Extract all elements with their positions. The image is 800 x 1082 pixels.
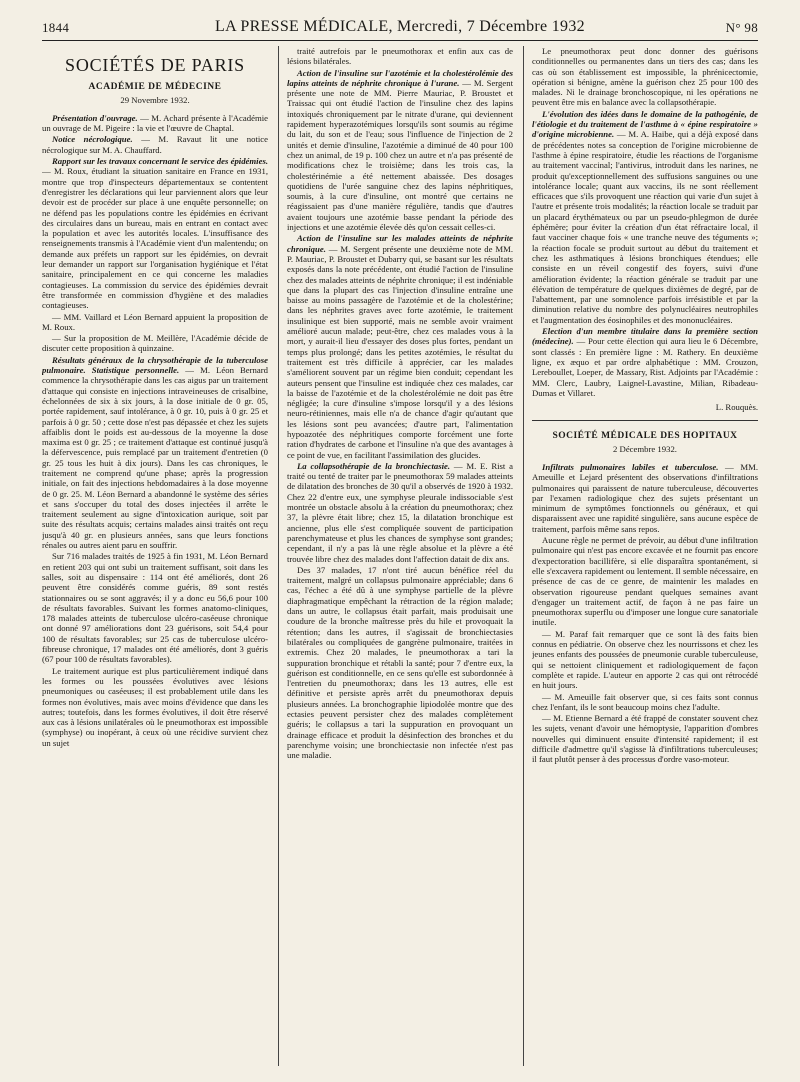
section-divider: [532, 420, 758, 421]
paragraph-text: — M. Roux, étudiant la situation sanitaire en France en 1931, montre que trop d'inspecteurs départementaux se contentent d'enregistrer les déclarations qui leur parviennent alors que leur devoir est de procéder sur place à une enquête personnelle; on ne défend pas les populations contre les épidémies en écrivant des circulaires dans un bureau, mais en entrant en contact avec la population et avec les autorités locales. L'insuffisance des renseignements transmis à l'Académie vient d'un malentendu; on demande aux préfets un rapport sur les épidémies, on devrait leur demander un rapport sur l'organisation hygiénique et l'état sanitaire, principalement en ce qui concerne les maladies contagieuses. La commission du service des épidémies devrait être transformée en commission d'hygiène et des maladies contagieuses.: [42, 166, 268, 311]
paragraph: [532, 535, 758, 628]
hopitaux-body: [532, 462, 758, 765]
hopitaux-date: 2 Décembre 1932.: [613, 443, 677, 454]
paragraph-text: — M. Achard présente à l'Académie un ouvrage de M. Pigeire : la vie et l'œuvre de Chaptal.: [42, 112, 268, 134]
column-3: [532, 46, 758, 1066]
paragraph: [532, 109, 758, 325]
paragraph: [287, 233, 513, 460]
section-title: SOCIÉTÉS DE PARIS: [65, 55, 245, 75]
column-1: [42, 46, 268, 1066]
paragraph-lead: Résultats généraux de la chrysothérapie de la tuberculose pulmonaire. Statistique personnelle.: [42, 354, 268, 376]
column-3-body: [532, 46, 758, 398]
paragraph: [532, 713, 758, 764]
paragraph: [42, 355, 268, 551]
paragraph-lead: Notice nécrologique.: [52, 134, 133, 145]
header-rule: [42, 40, 758, 41]
paragraph: [287, 565, 513, 761]
academie-date: 29 Novembre 1932.: [120, 94, 190, 105]
issue-number: N° 98: [725, 20, 758, 35]
paragraph: [532, 326, 758, 398]
paragraph-text: Des 37 malades, 17 n'ont tiré aucun bénéfice réel du traitement, malgré un collapsus pulmonaire appréciable; dans 6 cas, l'échec a été dû à une symphyse partielle de la plèvre diaphragmatique empêchant la rétraction de la région malade; dans un autre, le collapsus était parfait, mais produisait une coudure de la bronche maîtresse près du hile et provoquait la rétention; dans les autres, il s'agissait de bronchiectasies bilatérales ou compliquées de gangrène pulmonaire, traitées in extremis. Chez 20 malades, le pneumothorax a tari la suppuration bronchique et rétabli la santé; pour 7 d'entre eux, la guérison est conditionnelle, en ce sens qu'elle est subordonnée à l'entretien du pneumothorax; dans les 13 autres, elle est définitive et persiste après arrêt du pneumothorax depuis plusieurs années. La bronchographie lipiodolée montre que des ectasies peuvent persister chez des malades complètement guéris; le collapsus a tari la suppuration en provoquant un drainage efficace et produit la désinfection des bronches et du parenchyme voisin; une bronchiectasie non infectée n'est pas une maladie.: [287, 564, 513, 761]
paragraph: [42, 312, 268, 333]
paragraph: [287, 68, 513, 233]
paragraph-text: — M. Ameuille fait observer que, si ces faits sont connus chez l'enfant, ils le sont beaucoup moins chez l'adulte.: [532, 691, 758, 712]
column-1-body: [42, 113, 268, 748]
paragraph: [42, 666, 268, 748]
article-columns: [42, 46, 758, 1066]
paragraph: [532, 692, 758, 713]
paragraph-lead: Présentation d'ouvrage.: [52, 112, 138, 123]
paragraph-lead: Action de l'insuline sur les malades atteints de néphrite chronique.: [287, 233, 513, 254]
paragraph: [42, 134, 268, 155]
hopitaux-subhead: SOCIÉTÉ MÉDICALE DES HOPITAUX: [552, 431, 738, 442]
journal-title: LA PRESSE MÉDICALE, Mercredi, 7 Décembre 1932: [215, 18, 585, 35]
paragraph-text: — M. Léon Bernard commence la chrysothérapie dans les cas aigus par un traitement d'attaque qui consiste en injections intraveineuses de crisalbine, échelonnées de six à six jours, à la dose initiale de 0 gr. 05, portée rapidement, sauf intolérance, à 0 gr. 10, puis à 0 gr. 25 et parfois à 0 gr. 50 ; cette dose n'est pas dépassée et chez les sujets affaiblis dont le poids est au-dessous de la moyenne la dose maxima est 0 gr. 25 ; ce traitement d'attaque est continué jusqu'à la défervescence, puis remplacé par un traitement d'entretien (0 gr. 25 tous les huit à dix jours). Dans les cas chroniques, le traitement ne comprend qu'une phase; après la progression initiale, on fait des injections hebdomadaires à la dose moyenne de 0 gr. 25. M. Léon Bernard a abandonné le système des séries et sans s'occuper du total des doses injectées il arrête le traitement seulement au signe d'intoxication aurique, soit par suite des résultats acquis; certains malades ainsi traités ont reçu jusqu'à 40 gr. en plusieurs années, sans que leurs fonctions rénales ou autres aient paru en souffrir.: [42, 365, 268, 551]
paragraph-text: — M. A. Haibe, qui a déjà exposé dans de précédentes notes sa conception de l'origine microbienne de l'asthme à épine respiratoire, étudie les réactions de l'organisme au traitement vaccinal; l'antivirus, introduit dans les narines, ne produit qu'exceptionnellement des suffusions sanguines ou une intolérance locale; quant aux vaccins, ils ne sont réellement efficaces que s'ils provoquent une réaction qui varie d'un sujet à l'autre et présente trois modalités; la réaction locale se traduit par un placard érythémateux ou par un pseudo-phlegmon de durée éphémère; pour éviter la création d'un état réfractaire local, il faut vacciner chaque fois « une tranche neuve des téguments »; la réaction focale se produit surtout au début du traitement et chez les asthmatiques à lésions bronchiques étendues; elle consiste en un réveil congestif des foyers, suivi d'une amélioration évidente; la réaction générale se traduit par une élévation de température de quelques dixièmes de degré, par de l'abattement, par une somnolence parfois irrésistible et par la diminution relative du nombre des polynucléaires neutrophiles et l'augmentation des éosinophiles et des mononucléaires.: [532, 129, 758, 325]
paragraph-text: — M. E. Rist a traité ou tenté de traiter par le pneumothorax 59 malades atteints de dilatation des bronches de 30 qu'il a observés de 1920 à 1932. Chez 22 d'entre eux, une symphyse pleurale indissociable s'est montrée un obstacle absolu à la création du pneumothorax; chez 37, la plèvre était libre; chez 15, la dilatation bronchique est ancienne, plus elle s'est compliquée souvent de participation parenchymateuse et plus les chances de symphyse sont grandes; cependant, il n'y a pas là une règle absolue et la plèvre a été trouvée libre chez des malades dont l'affection datait de dix ans.: [287, 460, 513, 564]
paragraph-text: — MM. Vaillard et Léon Bernard appuient la proposition de M. Roux.: [42, 311, 268, 332]
paragraph: [42, 113, 268, 134]
paragraph-text: — M. Sergent présente une note de MM. Pierre Mauriac, P. Broustet et Traissac qui ont étudié l'action de l'insuline chez des lapins intoxiqués chroniquement par le nitrate d'urane, qui deviennent rapidement hyperazotémiques lorsqu'ils sont soumis au régime du lait, du son et de l'eau; sous l'influence de l'injection de 2 unités et demie d'insuline, l'azotémie a diminué de 40 pour 100 chez un animal, de 19 p. 100 chez un autre et n'a pas présenté de modifications chez le troisième; dans les trois cas, la cholestérinémie a été nettement abaissée. Des dosages quotidiens de l'urée sanguine chez des lapins néphritiques, soumis, à la cure d'insuline, ont montré que certains ne réagissaient pas d'une manière régulière, tandis que d'autres avaient toujours une azotémie basse pendant la période des injections et une azotémie élevée dès qu'on cessait celles-ci.: [287, 77, 513, 233]
paragraph: [42, 333, 268, 354]
paragraph-lead: L'évolution des idées dans le domaine de la pathogénie, de l'étiologie et du traitement de l'asthme à « épine respiratoire » d'origine microbienne.: [532, 108, 758, 140]
paragraph-lead: Action de l'insuline sur l'azotémie et la cholestérolémie des lapins atteints de néphrite chronique à l'urane.: [287, 67, 513, 88]
paragraph: [532, 46, 758, 108]
paragraph-text: — M. Ravaut lit une notice nécrologique sur M. A. Chauffard.: [42, 134, 268, 155]
paragraph-text: Le pneumothorax peut donc donner des guérisons conditionnelles ou permanentes dans un tiers des cas; dans les cas où son établissement est impossible, la phrénicectomie, opération si bénigne, amène la guérison chez 25 pour 100 des malades. Ni le drainage bronchoscopique, ni les opérations ne peuvent être mis en balance avec la collapsothérapie.: [532, 46, 758, 108]
paragraph: [42, 551, 268, 664]
paragraph-lead: Election d'un membre titulaire dans la première section (médecine).: [532, 326, 758, 347]
paragraph-text: Aucune règle ne permet de prévoir, au début d'une infiltration pulmonaire qui n'est pas encore excavée et ne fournit pas encore d'expectoration bacillifère, si elle disparaîtra spontanément, si elle s'excavera rapidement ou lentement. Il semble nécessaire, en présence de cas de ce genre, de maintenir les malades en observation rigoureuse pendant quelques semaines avant d'engager un traitement actif, de façon à ne pas faire un pneumothorax superflu ou d'imposer une longue cure sanatoriale inutile.: [532, 535, 758, 628]
paragraph-lead: La collapsothérapie de la bronchiectasie.: [297, 460, 451, 471]
paragraph: [532, 462, 758, 534]
page-header: [42, 18, 758, 40]
paragraph: [287, 46, 513, 67]
column-divider: [523, 46, 524, 1066]
paragraph: [42, 156, 268, 310]
page-number: 1844: [42, 20, 70, 35]
paragraph-text: Le traitement aurique est plus particulièrement indiqué dans les formes ou les poussées évolutives avec lésions pneumoniques ou caséeuses; il est probablement utile dans les formes non évolutives, mais avec moins d'évidence que dans les autres; toutefois, dans les formes évolutives, il doit être réservé aux cas à lésions unilatérales où le pneumothorax est impossible (symphyse) ou inopérant, à ceux où une récidive survient chez un sujet: [42, 665, 268, 748]
paragraph-text: Sur 716 malades traités de 1925 à fin 1931, M. Léon Bernard en retient 203 qui ont subi un traitement suffisant, soit dans les salles, soit au dispensaire : 114 ont été améliorés, dont 26 peuvent être considérés comme guéris, 89 sont restés stationnaires ou se sont aggravés; il y a donc eu 56,6 pour 100 de résultats favorables. Suivant les formes anatomo-cliniques, 178 malades atteints de tuberculose ulcéro-caséeuse chronique ont donné 97 améliorations dont 23 guérisons, soit 54,4 pour 100 de résultats favorables; sur 25 cas de tuberculose ulcéro-fibreuse chronique, 17 malades ont été améliorés, dont 3 guéris (67 pour 100 de résultats favorables).: [42, 551, 268, 665]
paragraph-text: — M. Paraf fait remarquer que ce sont là des faits bien connus en pédiatrie. On observe chez les nourrissons et chez les jeunes enfants des poussées de pneumonie curable tuberculeuse, qui se nettoient cliniquement et radiologiquement de façon complète et rapide. L'auteur en apporte 2 cas qui ont rétrocédé en huit jours.: [532, 628, 758, 691]
academie-subhead: ACADÉMIE DE MÉDECINE: [88, 82, 222, 93]
paragraph: [532, 629, 758, 691]
column-divider: [278, 46, 279, 1066]
paragraph-text: — M. Etienne Bernard a été frappé de constater souvent chez les sujets, venant d'avoir une hémoptysie, l'apparition d'ombres nouvelles qui diminuent ensuite d'intensité rapidement; il est difficile d'admettre qu'il s'agisse là d'infiltrations tuberculeuses; il faut plutôt penser à des processus d'ordre vaso-moteur.: [532, 713, 758, 765]
paragraph-text: traité autrefois par le pneumothorax et enfin aux cas de lésions bilatérales.: [287, 46, 513, 67]
paragraph-text: — MM. Ameuille et Lejard présentent des observations d'infiltrations pulmonaires qui paraissent de nature tuberculeuse, découvertes par l'examen radiologique chez des sujets présentant un minimum de symptômes fonctionnels ou généraux, et qui disparaissent avec une rapidité singulière, sans aucune espèce de traitement, parfois même sans repos.: [532, 461, 758, 534]
paragraph: [287, 461, 513, 564]
paragraph-text: — M. Sergent présente une deuxième note de MM. P. Mauriac, P. Broustet et Dubarry qui, se basant sur les résultats exposés dans la note précédente, ont étudié l'action de l'insuline chez des malades atteints de néphrite chronique; il est indéniable que dans la plupart des cas l'injection d'insuline entraîne une baisse au moins passagère de l'azotémie et de la cholestérine; dans les néphrites graves avec forte azotémie, le traitement insulinique est bien supporté, mais ne semble avoir vraiment amélioré aucun malade; peut-être, chez ces malades vous à la mort, y aurait-il lieu d'essayer des doses plus fortes, pendant un temps plus prolongé; dans les petites azotémies, le résultat du traitement est très difficile à apprécier, car les malades s'améliorent souvent par un régime bien conduit; cependant les auteurs pensent que l'insuline est indiquée chez ces malades, car la baisse de l'azotémie et de la cholestérolémie ne doit pas être négligée; la cure d'insuline s'impose lorsqu'il y a des lésions neuro-rétiniennes, mais elle n'a de chance d'agir qu'autant que les lésions sont peu avancées; d'autre part, l'alimentation hypoazotée des néphritiques comporte forcément une forte ration d'hydrates de carbone et l'insuline n'a que des avantages à ce point de vue, en facilitant l'assimilation des glucides.: [287, 243, 513, 460]
paragraph-lead: Infiltrats pulmonaires labiles et tuberculose.: [542, 461, 719, 472]
signature: L. Rouquès.: [715, 402, 758, 413]
paragraph-text: — Sur la proposition de M. Meillère, l'Académie décide de discuter cette proposition à quinzaine.: [42, 333, 268, 354]
paragraph-text: — Pour cette élection qui aura lieu le 6 Décembre, sont classés : En première ligne : M. Rathery. En deuxième ligne, ex æquo et par ordre alphabétique : MM. Crouzon, Lereboullet, Loeper, de Massary, Rist. Adjoints par l'Académie : MM. Clerc, Laubry, Laignel-Lavastine, Milian, Ribadeau-Dumas et Villaret.: [532, 336, 758, 398]
column-2-body: [287, 46, 513, 760]
paragraph-lead: Rapport sur les travaux concernant le service des épidémies.: [52, 156, 268, 167]
column-2: [287, 46, 513, 1066]
